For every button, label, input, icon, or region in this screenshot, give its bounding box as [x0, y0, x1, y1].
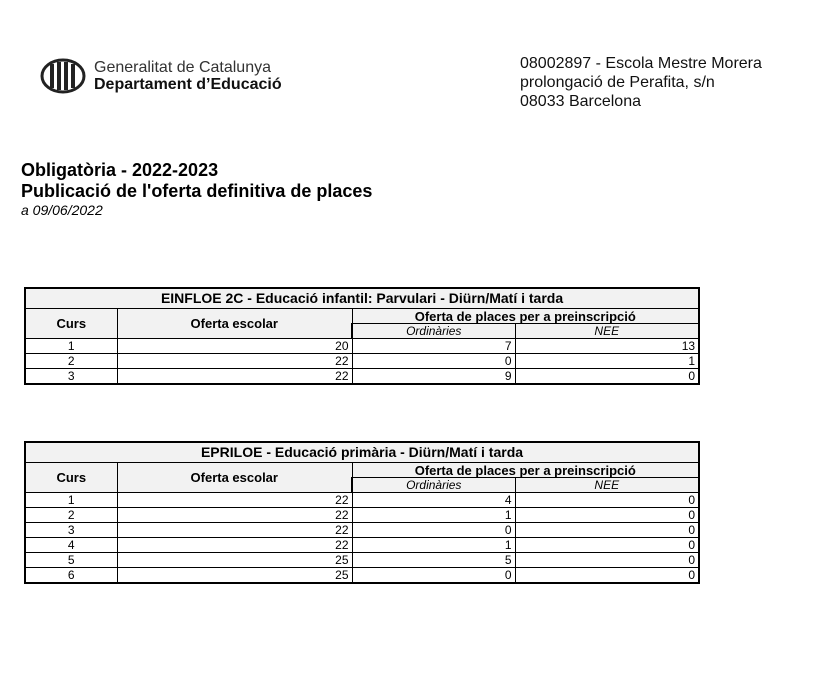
- header-ordinaries: Ordinàries: [352, 324, 515, 339]
- cell-oferta: 20: [117, 339, 352, 354]
- header-oferta-places: Oferta de places per a preinscripció: [352, 463, 699, 478]
- cell-curs: 1: [25, 493, 117, 508]
- header-nee: NEE: [515, 324, 699, 339]
- cell-nee: 13: [515, 339, 699, 354]
- cell-oferta: 25: [117, 568, 352, 584]
- cell-nee: 0: [515, 493, 699, 508]
- table-row: [25, 493, 699, 508]
- cell-curs: 3: [25, 369, 117, 385]
- header-oferta-escolar: Oferta escolar: [117, 309, 352, 339]
- document-heading: [21, 160, 372, 218]
- cell-curs: 6: [25, 568, 117, 584]
- table-row: [25, 369, 699, 385]
- cell-ordinaries: 0: [352, 568, 515, 584]
- document-title: Obligatòria - 2022-2023: [21, 160, 219, 180]
- cell-ordinaries: 4: [352, 493, 515, 508]
- cell-nee: 1: [515, 354, 699, 369]
- cell-nee: 0: [515, 369, 699, 385]
- header-ordinaries: Ordinàries: [352, 478, 515, 493]
- cell-curs: 1: [25, 339, 117, 354]
- cell-oferta: 22: [117, 523, 352, 538]
- cell-ordinaries: 5: [352, 553, 515, 568]
- cell-nee: 0: [515, 508, 699, 523]
- cell-curs: 5: [25, 553, 117, 568]
- header-nee: NEE: [515, 478, 699, 493]
- school-code-name: 08002897 - Escola Mestre Morera: [520, 55, 762, 72]
- header-oferta-places: Oferta de places per a preinscripció: [352, 309, 699, 324]
- cell-nee: 0: [515, 523, 699, 538]
- cell-nee: 0: [515, 568, 699, 584]
- offer-table-infantil: [24, 287, 700, 385]
- cell-ordinaries: 0: [352, 354, 515, 369]
- table-row: [25, 538, 699, 553]
- department-name: Departament d’Educació: [94, 76, 282, 93]
- cell-ordinaries: 1: [352, 508, 515, 523]
- cell-ordinaries: 0: [352, 523, 515, 538]
- cell-nee: 0: [515, 553, 699, 568]
- table-caption: EINFLOE 2C - Educació infantil: Parvulari - Diürn/Matí i tarda: [25, 288, 699, 309]
- cell-ordinaries: 9: [352, 369, 515, 385]
- cell-oferta: 22: [117, 538, 352, 553]
- cell-ordinaries: 1: [352, 538, 515, 553]
- header-oferta-escolar: Oferta escolar: [117, 463, 352, 493]
- header-curs: Curs: [25, 463, 117, 493]
- school-city: 08033 Barcelona: [520, 93, 641, 110]
- cell-nee: 0: [515, 538, 699, 553]
- cell-oferta: 22: [117, 508, 352, 523]
- cell-oferta: 22: [117, 354, 352, 369]
- org-name: Generalitat de Catalunya: [94, 59, 271, 76]
- table-row: [25, 568, 699, 584]
- cell-oferta: 22: [117, 369, 352, 385]
- school-address: [520, 54, 762, 111]
- cell-curs: 3: [25, 523, 117, 538]
- cell-curs: 4: [25, 538, 117, 553]
- cell-oferta: 22: [117, 493, 352, 508]
- table-row: [25, 339, 699, 354]
- offer-table-primaria: [24, 441, 700, 584]
- generalitat-logo: [40, 58, 282, 94]
- header-curs: Curs: [25, 309, 117, 339]
- document-subtitle: Publicació de l'oferta definitiva de places: [21, 181, 373, 201]
- school-street: prolongació de Perafita, s/n: [520, 74, 715, 91]
- table-row: [25, 523, 699, 538]
- publication-date: a 09/06/2022: [21, 202, 103, 218]
- table-row: [25, 354, 699, 369]
- cell-ordinaries: 7: [352, 339, 515, 354]
- cell-oferta: 25: [117, 553, 352, 568]
- cell-curs: 2: [25, 508, 117, 523]
- table-row: [25, 553, 699, 568]
- table-caption: EPRILOE - Educació primària - Diürn/Matí i tarda: [25, 442, 699, 463]
- generalitat-emblem-icon: [40, 58, 86, 94]
- cell-curs: 2: [25, 354, 117, 369]
- table-row: [25, 508, 699, 523]
